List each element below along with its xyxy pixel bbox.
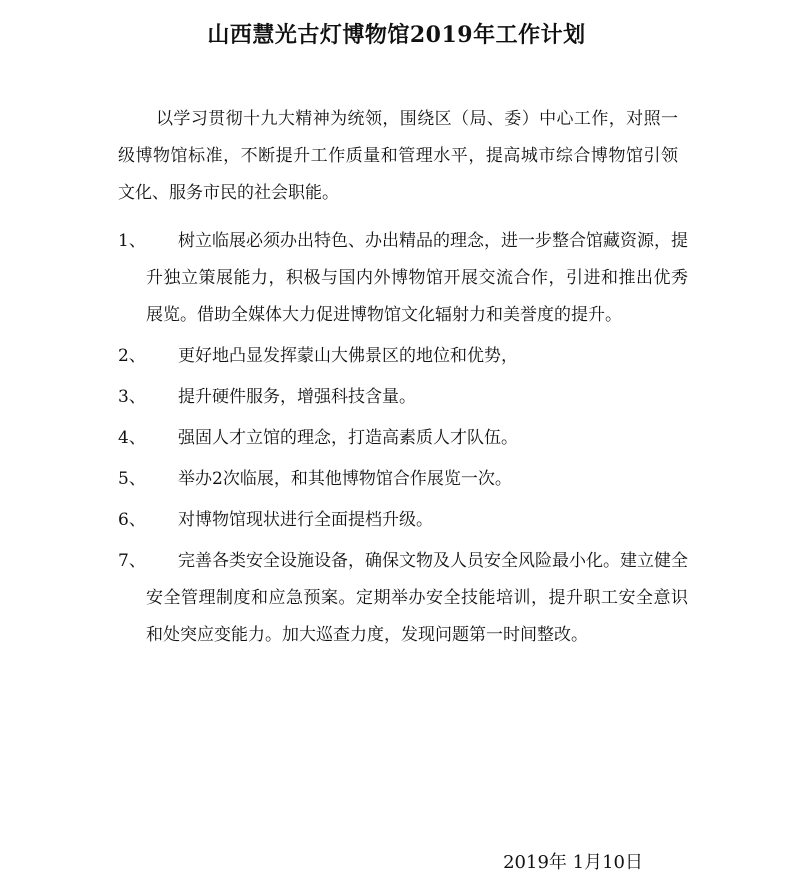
- list-item-text: 提升硬件服务，增强科技含量。: [178, 387, 416, 407]
- plan-list: [118, 223, 688, 658]
- list-item-number: 5、: [118, 469, 146, 489]
- list-item: [118, 420, 688, 457]
- intro-paragraph: 以学习贯彻十九大精神为统领，围绕区（局、委）中心工作，对照一级博物馆标准，不断提升工作质量和管理水平，提高城市综合博物馆引领文化、服务市民的社会职能。: [118, 109, 678, 203]
- list-item-text: 强固人才立馆的理念，打造高素质人才队伍。: [178, 428, 518, 448]
- list-item-number: 7、: [118, 551, 146, 571]
- list-item-text: 更好地凸显发挥蒙山大佛景区的地位和优势，: [178, 346, 518, 366]
- document-date: 2019年 1月10日: [503, 852, 643, 873]
- list-item-number: 3、: [118, 387, 146, 407]
- list-item: [118, 543, 688, 654]
- list-item: [118, 379, 688, 416]
- document-title: 山西慧光古灯博物馆2019年工作计划: [207, 22, 586, 48]
- list-item-number: 6、: [118, 510, 146, 530]
- list-item-text: 完善各类安全设施设备，确保文物及人员安全风险最小化。建立健全安全管理制度和应急预案。定期举办安全技能培训，提升职工安全意识和处突应变能力。加大巡查力度，发现问题第一时间整改。: [146, 551, 688, 645]
- list-item-number: 2、: [118, 346, 146, 366]
- list-item-number: 4、: [118, 428, 146, 448]
- list-item: [118, 502, 688, 539]
- list-item: [118, 223, 688, 334]
- list-item: [118, 338, 688, 375]
- list-item: [118, 461, 688, 498]
- list-item-text: 对博物馆现状进行全面提档升级。: [178, 510, 433, 530]
- list-item-text: 树立临展必须办出特色、办出精品的理念，进一步整合馆藏资源，提升独立策展能力，积极与国内外博物馆开展交流合作，引进和推出优秀展览。借助全媒体大力促进博物馆文化辐射力和美誉度的提升。: [146, 231, 688, 325]
- list-item-number: 1、: [118, 231, 146, 251]
- list-item-text: 举办2次临展，和其他博物馆合作展览一次。: [178, 469, 512, 489]
